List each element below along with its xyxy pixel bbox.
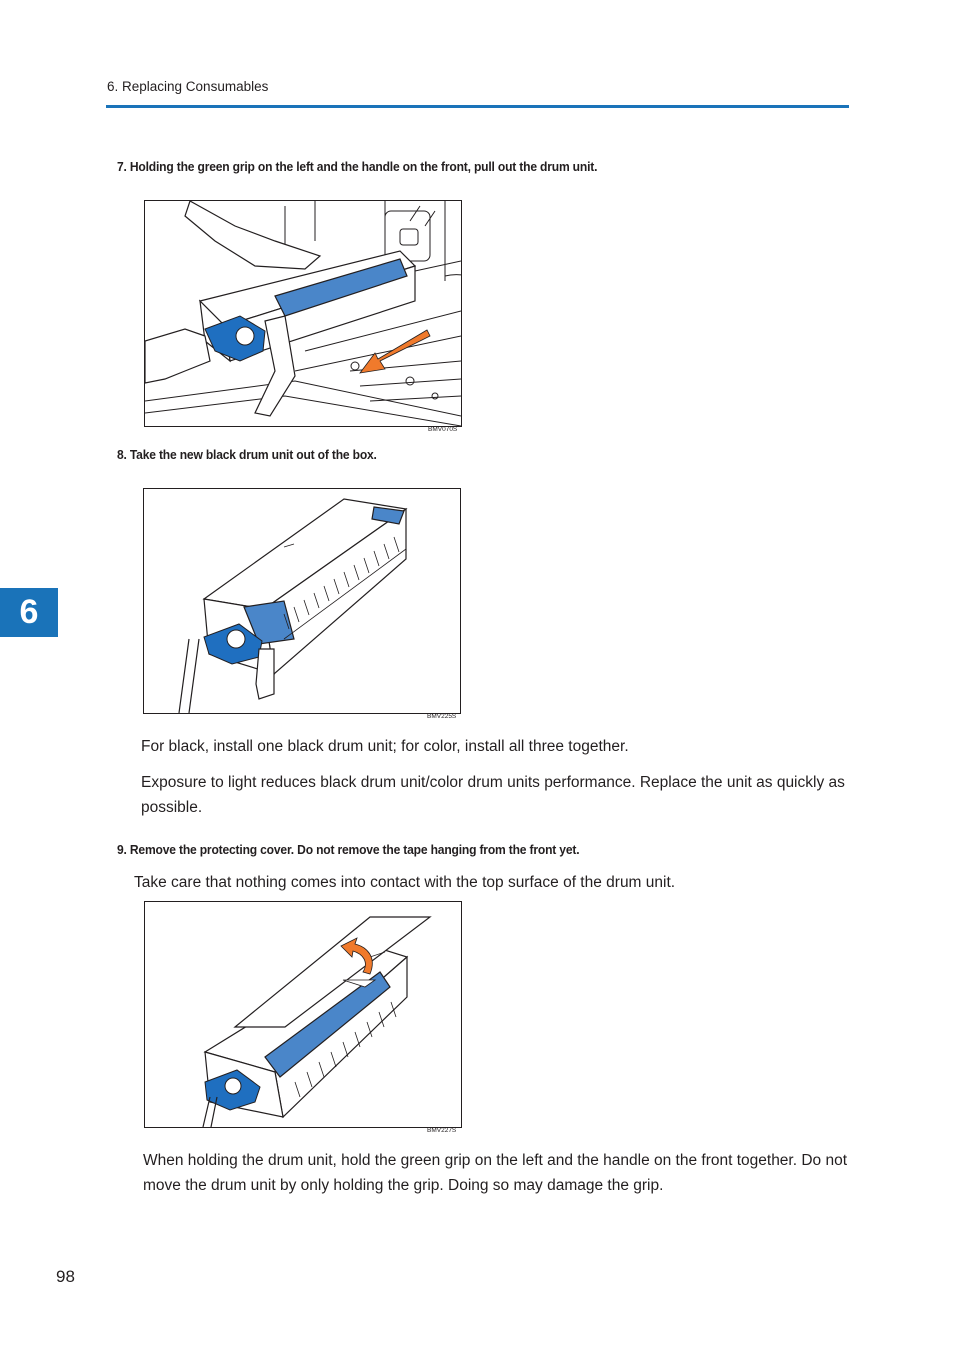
page-number: 98 xyxy=(56,1267,75,1286)
header-rule xyxy=(106,105,849,108)
note-paragraph: For black, install one black drum unit; for color, install all three together. xyxy=(141,738,629,755)
step-7-heading: 7. Holding the green grip on the left and the handle on the front, pull out the drum unit. xyxy=(117,159,598,174)
figure-code: BMV070S xyxy=(428,426,458,433)
step-8-heading: 8. Take the new black drum unit out of the box. xyxy=(117,447,377,462)
figure-pull-out-drum xyxy=(144,200,462,427)
note-paragraph: When holding the drum unit, hold the green grip on the left and the handle on the front together. Do not move the drum unit by only holding the grip. Doing so may damage the grip. xyxy=(143,1152,848,1194)
figure-remove-cover xyxy=(144,901,462,1128)
figure-code: BMV225S xyxy=(427,713,457,720)
running-header: 6. Replacing Consumables xyxy=(107,79,269,94)
note-paragraph: Exposure to light reduces black drum unit/color drum units performance. Replace the unit as quickly as possible. xyxy=(141,774,845,816)
figure-code: BMV227S xyxy=(427,1127,457,1134)
chapter-tab: 6 xyxy=(0,588,58,637)
drum-pull-illustration xyxy=(145,201,461,426)
figure-new-drum-unit xyxy=(143,488,461,714)
drum-unit-illustration xyxy=(144,489,460,713)
remove-cover-illustration xyxy=(145,902,461,1127)
step-9-heading: 9. Remove the protecting cover. Do not remove the tape hanging from the front yet. xyxy=(117,842,580,857)
step-9-intro: Take care that nothing comes into contact with the top surface of the drum unit. xyxy=(134,874,676,891)
